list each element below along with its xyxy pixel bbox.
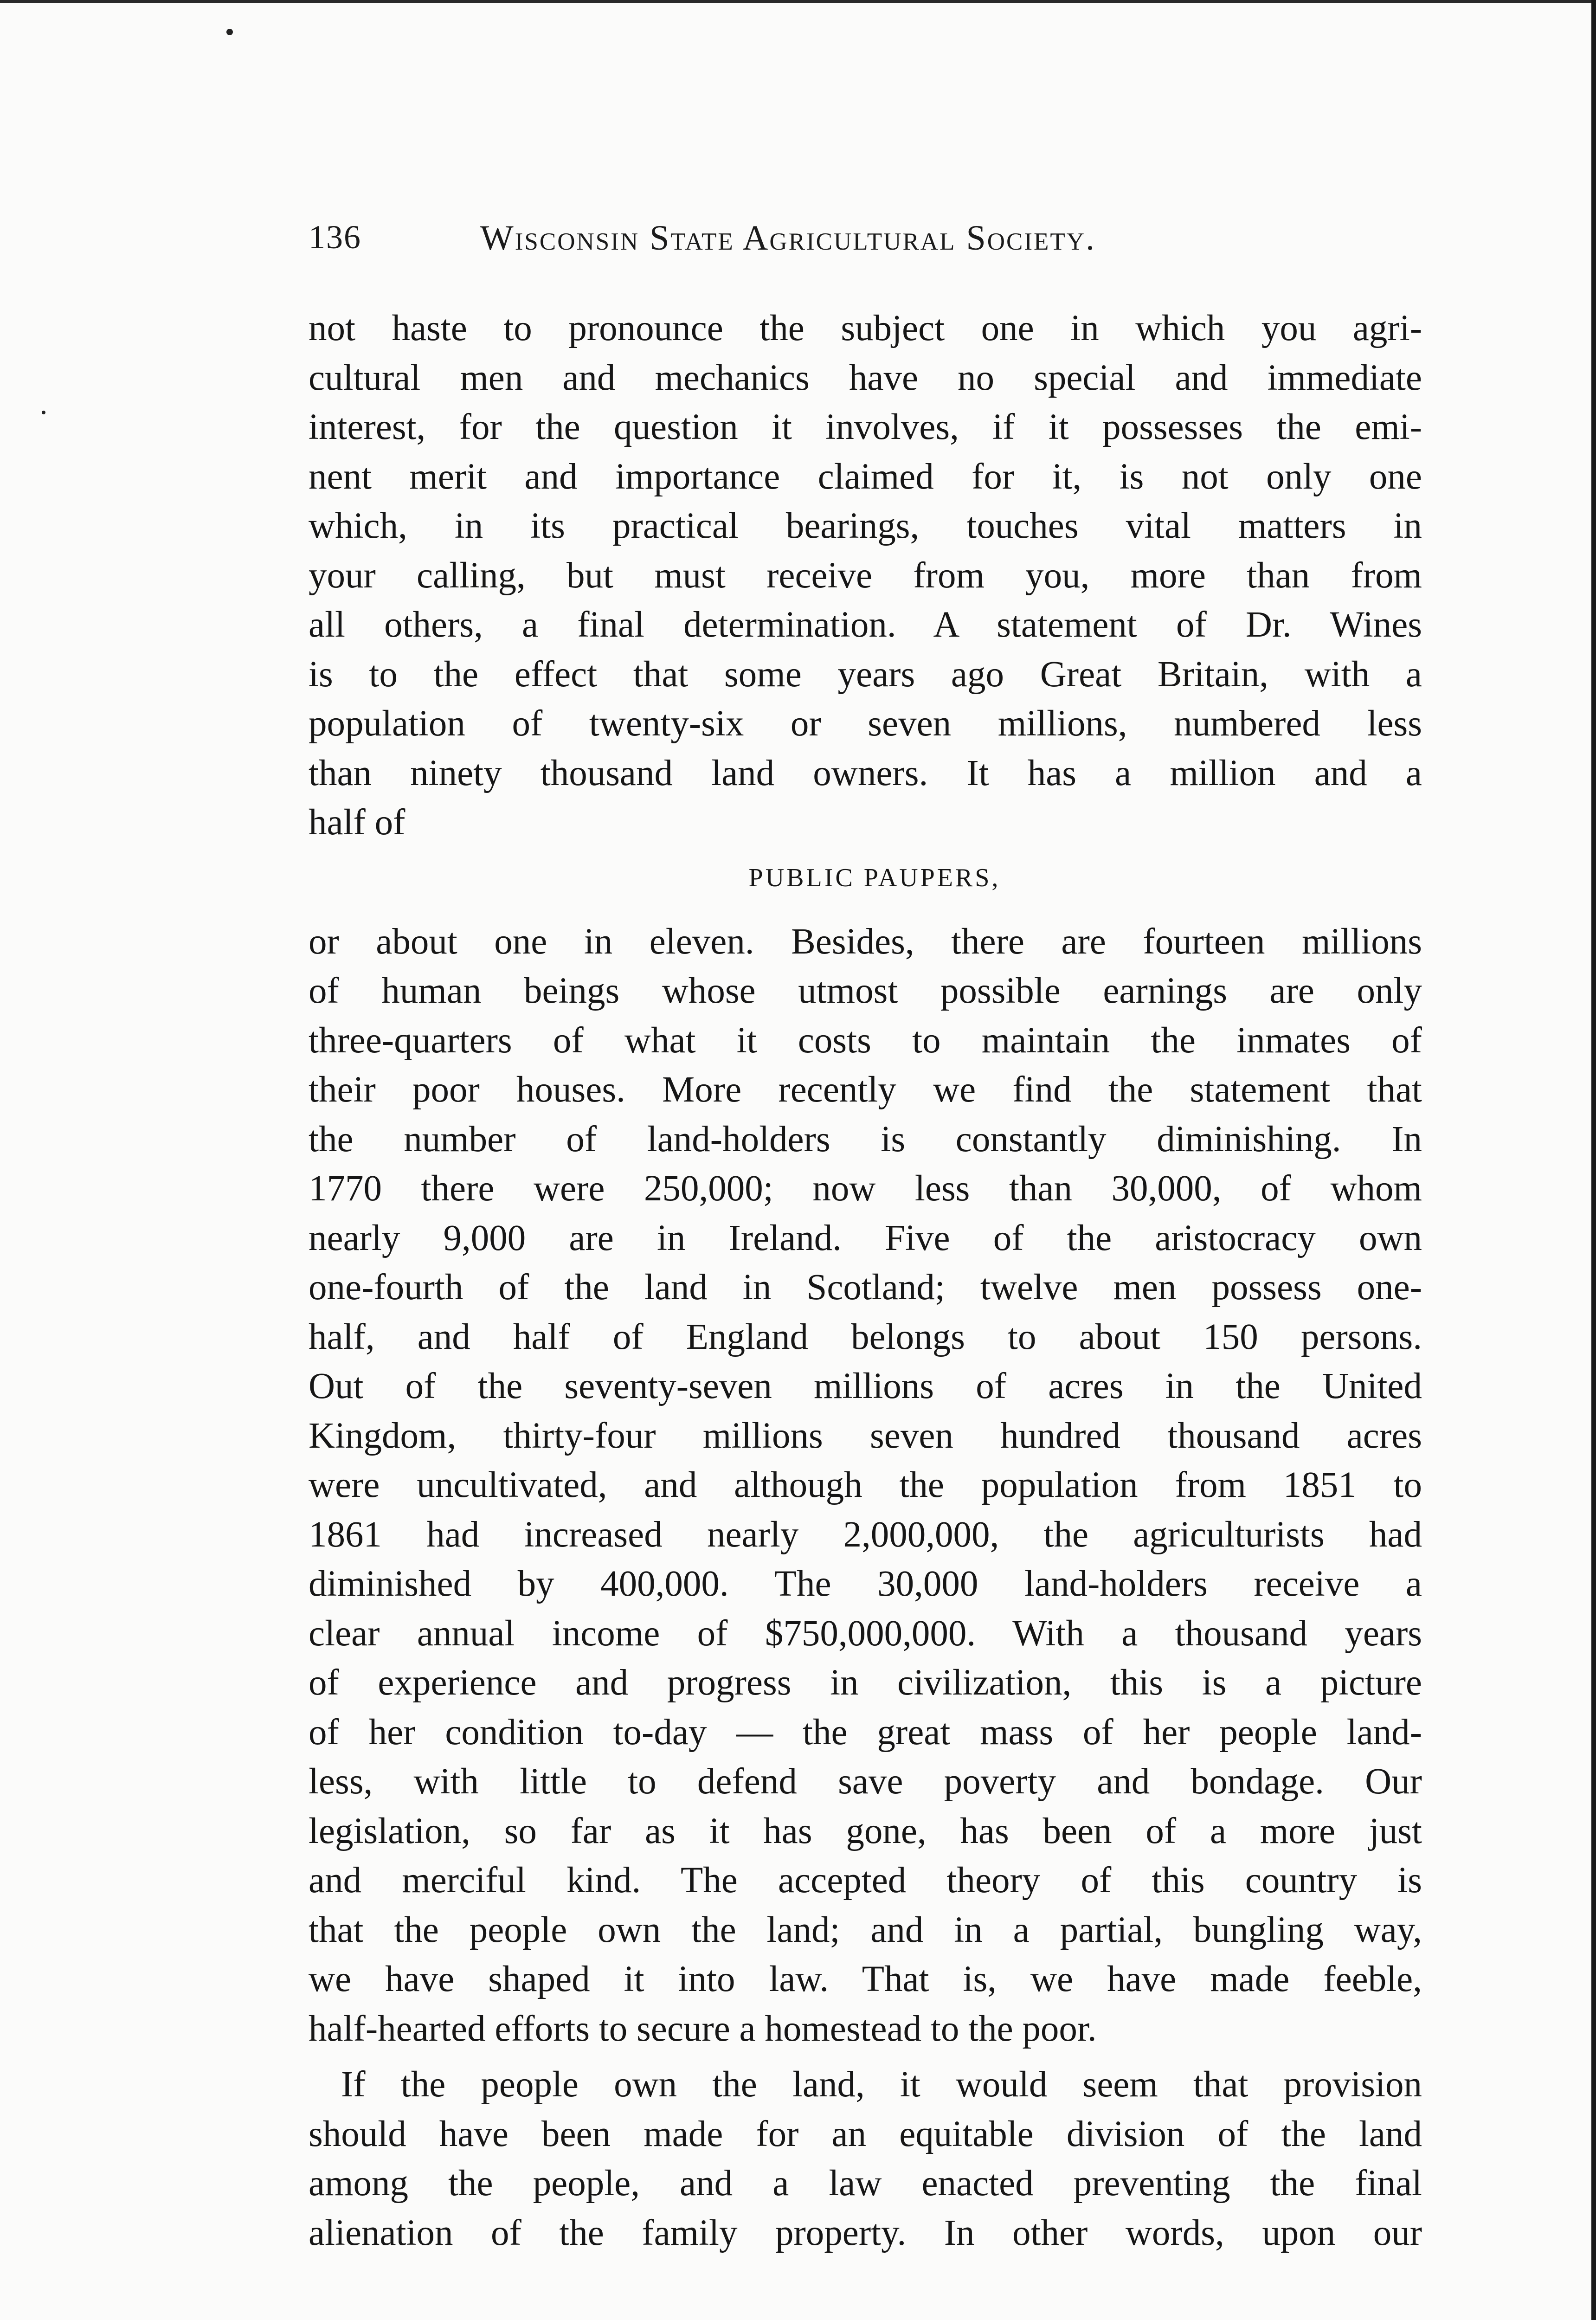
scan-edge-top <box>0 0 1596 3</box>
paragraph <box>309 304 1422 848</box>
text-line: alienation of the family property. In other words, upon our <box>309 2212 1422 2253</box>
text-line: of human beings whose utmost possible earnings are only <box>309 971 1422 1011</box>
text-line: interest, for the question it involves, if it possesses the emi- <box>309 407 1422 447</box>
text-line: their poor houses. More recently we find the statement that <box>309 1070 1422 1110</box>
page-number: 136 <box>309 219 361 256</box>
text-line: of experience and progress in civilization, this is a picture <box>309 1663 1422 1703</box>
text-line: among the people, and a law enacted preventing the final <box>309 2163 1422 2204</box>
text-line: one-fourth of the land in Scotland; twelve men possess one- <box>309 1267 1422 1308</box>
page-header <box>309 218 1422 274</box>
body-text <box>309 304 1422 2258</box>
paragraph-gap <box>309 2054 1422 2060</box>
text-line: half of <box>309 802 405 843</box>
text-line: 1770 there were 250,000; now less than 30,000, of whom <box>309 1168 1422 1209</box>
text-line: than ninety thousand land owners. It has a million and a <box>309 753 1422 793</box>
text-line: clear annual income of $750,000,000. With a thousand years <box>309 1613 1422 1654</box>
text-line: that the people own the land; and in a partial, bungling way, <box>309 1909 1422 1950</box>
scan-edge-right <box>1591 0 1596 2320</box>
text-line: Kingdom, thirty-four millions seven hundred thousand acres <box>309 1415 1422 1456</box>
text-line: less, with little to defend save poverty and bondage. Our <box>309 1761 1422 1802</box>
text-line: half-hearted efforts to secure a homestead to the poor. <box>309 2008 1097 2049</box>
paragraph <box>309 2060 1422 2258</box>
paragraph <box>309 917 1422 2054</box>
text-line: Out of the seventy-seven millions of acres in the United <box>309 1366 1422 1406</box>
text-line: is to the effect that some years ago Great Britain, with a <box>309 654 1422 695</box>
running-title: Wisconsin State Agricultural Society. <box>480 219 1096 258</box>
text-line: or about one in eleven. Besides, there are fourteen millions <box>309 921 1422 962</box>
text-line: of her condition to-day — the great mass of her people land- <box>309 1712 1422 1753</box>
text-line: all others, a final determination. A statement of Dr. Wines <box>309 605 1422 645</box>
text-line: cultural men and mechanics have no special and immediate <box>309 357 1422 398</box>
text-line: diminished by 400,000. The 30,000 land-holders receive a <box>309 1564 1422 1604</box>
text-line: population of twenty-six or seven millions, numbered less <box>309 703 1422 744</box>
text-line: your calling, but must receive from you, more than from <box>309 555 1422 596</box>
text-line: legislation, so far as it has gone, has been of a more just <box>309 1811 1422 1851</box>
section-subheading: PUBLIC PAUPERS, <box>748 863 1001 892</box>
ink-speck <box>226 29 233 35</box>
text-line: 1861 had increased nearly 2,000,000, the agriculturists had <box>309 1514 1422 1555</box>
ink-speck <box>42 411 45 414</box>
text-line: the number of land-holders is constantly diminishing. In <box>309 1119 1422 1160</box>
text-line: not haste to pronounce the subject one in which you agri- <box>309 308 1422 348</box>
text-line: which, in its practical bearings, touches vital matters in <box>309 506 1422 546</box>
text-line: nent merit and importance claimed for it, is not only one <box>309 456 1422 497</box>
text-line: nearly 9,000 are in Ireland. Five of the aristocracy own <box>309 1218 1422 1258</box>
text-line: three-quarters of what it costs to maintain the inmates of <box>309 1020 1422 1061</box>
text-line: should have been made for an equitable division of the land <box>309 2114 1422 2154</box>
text-line: and merciful kind. The accepted theory of this country is <box>309 1860 1422 1901</box>
text-line: we have shaped it into law. That is, we have made feeble, <box>309 1959 1422 1999</box>
text-line: were uncultivated, and although the population from 1851 to <box>309 1465 1422 1505</box>
text-line: half, and half of England belongs to about 150 persons. <box>309 1316 1422 1357</box>
text-line: If the people own the land, it would seem that provision <box>341 2064 1422 2105</box>
